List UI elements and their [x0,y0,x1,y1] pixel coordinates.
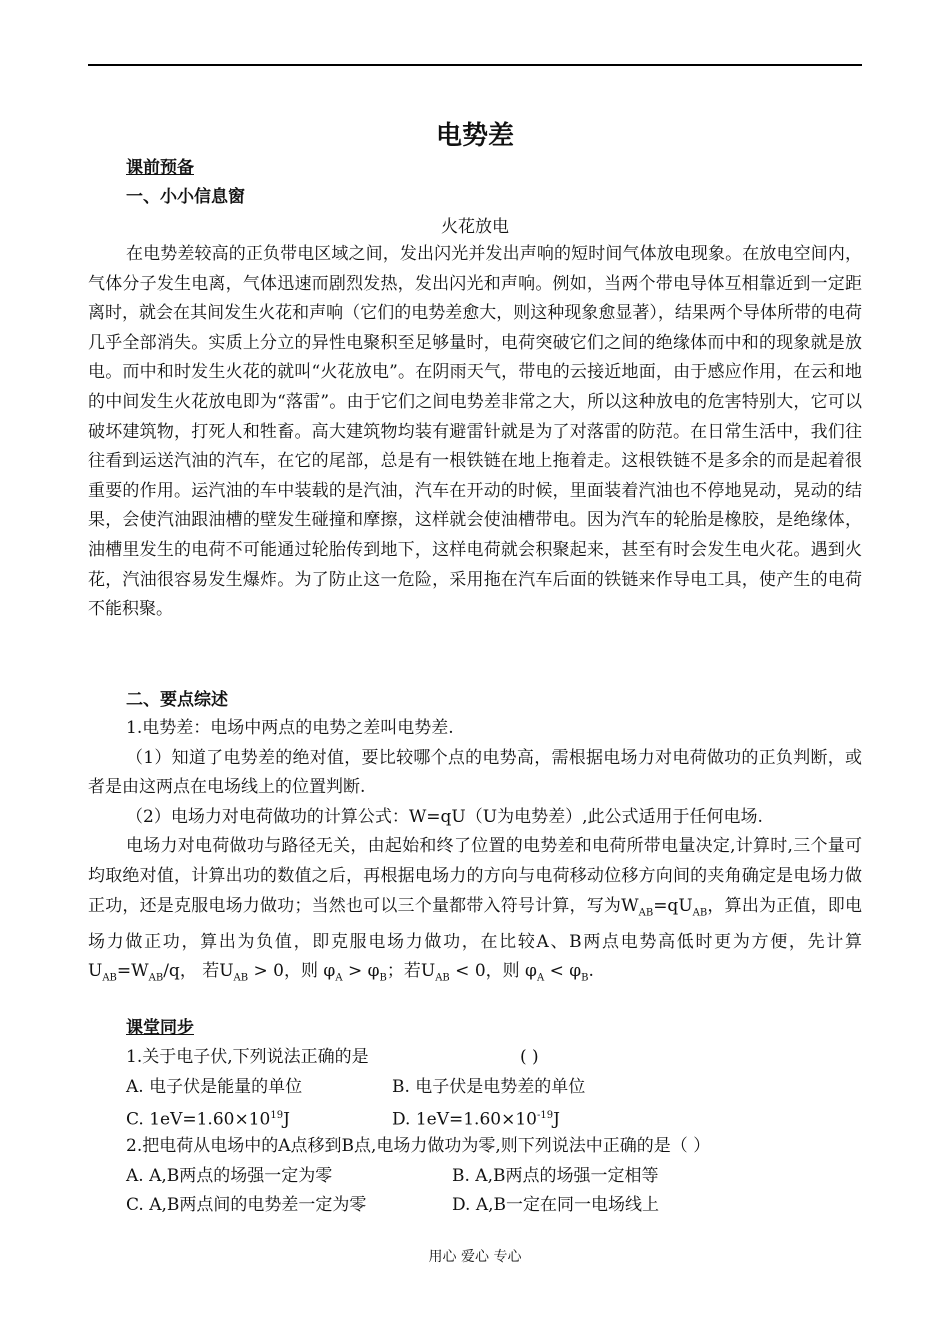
header-rule [88,64,862,66]
work-text-d: ，算出为正值，即电场力做正功，算出为负值，即克服电场力做功，在比较A、B两点电势高低时更为方便，先计算U [88,895,863,982]
q1-option-b: B. 电子伏是电势差的单位 [392,1077,586,1097]
point-1-sub-1: （1）知道了电势差的绝对值，要比较哪个点的电势高，需根据电场力对电荷做功的正负判断，或者是由这两点在电场线上的位置判断. [88,747,862,798]
question-2: 2.把电荷从电场中的A点移到B点,电场力做功为零,则下列说法中正确的是（ ） [126,1136,711,1156]
page-footer: 用心 爱心 专心 [428,1249,522,1265]
article-paragraph: 在电势差较高的正负带电区域之间，发出闪光并发出声响的短时间气体放电现象。在放电空间内，气体分子发生电离，气体迅速而剧烈发热，发出闪光和声响。例如，当两个带电导体互相靠近到一定距离时，就会在其间发生火花和声响（它们的电势差愈大，则这种现象愈显著），结果两个导体所带的电荷几乎全部消失。实质上分立的异性电聚积至足够量时，电荷突破它们之间的绝缘体而中和的现象就是放电。而中和时发生火花的就叫“火花放电”。在阴雨天气，带电的云接近地面，由于感应作用，在云和地的中间发生火花放电即为“落雷”。由于它们之间电势差非常之大，所以这种放电的危害特别大，它可以破坏建筑物，打死人和牲畜。高大建筑物均装有避雷针就是为了对落雷的防范。在日常生活中，我们往往看到运送汽油的汽车，在它的尾部，总是有一根铁链在地上拖着走。这根铁链不是多余的而是起着很重要的作用。运汽油的车中装载的是汽油，汽车在开动的时候，里面装着汽油也不停地晃动，晃动的结果，会使汽油跟油槽的壁发生碰撞和摩擦，这样就会使油槽带电。因为汽车的轮胎是橡胶，是绝缘体，油槽里发生的电荷不可能通过轮胎传到地下，这样电荷就会积聚起来，甚至有时会发生电火花。遇到火花，汽油很容易发生爆炸。为了防止这一危险，采用拖在汽车后面的铁链来作导电工具，使产生的电荷不能积聚。 [88,244,862,620]
q2-option-c: C. A,B两点间的电势差一定为零 [126,1195,367,1215]
subheading-info-window: 一、小小信息窗 [126,187,245,207]
question-1: 1.关于电子伏,下列说法正确的是 [126,1047,369,1067]
work-text-a: 电场力对电荷做功与路径无关，由起始和终了位置的电势差和电荷所带电量决定,计算时,三个量可均取绝对值，计算出功的数值之后，再根据电场力的方向与电荷移动位移方向间的夹角确定是电场力做正功，还是克服电场力做功；当然也可以三个量都带入符号计算，写为 [88,836,862,916]
work-formula-w: W [621,895,639,916]
article-body [88,240,862,625]
section-heading-class: 课堂同步 [126,1018,194,1038]
point-work-paragraph: 电场力对电荷做功与路径无关，由起始和终了位置的电势差和电荷所带电量决定,计算时,三个量可均取绝对值，计算出功的数值之后，再根据电场力的方向与电荷移动位移方向间的夹角确定是电场力做正功，还是克服电场力做功；当然也可以三个量都带入符号计算，写为$W_{AB}=qU_{AB}$，算出为正值，即电场力做正功，算出为负值，即克服电场力做功，在比较A、B两点电势高低时更为方便，先计算$U_{AB}=W_{AB}/q$， 若$U_{AB} > 0$，则 $\varphi_A > \varphi_B$；若$U_{AB} < 0$，则 $\varphi_A < \varphi_B$. [88,836,863,984]
q2-option-d: D. A,B一定在同一电场线上 [452,1195,660,1215]
q1-option-a: A. 电子伏是能量的单位 [126,1077,303,1097]
question-1-answer-paren: ( ) [520,1047,539,1067]
section-heading-pre: 课前预备 [126,158,194,178]
q1-option-d: D. $1eV=1.60\times 10^{-19}J$ [392,1109,560,1130]
article-title: 火花放电 [441,217,509,237]
page-title: 电势差 [435,121,514,151]
q2-option-b: B. A,B两点的场强一定相等 [452,1166,659,1186]
point-1: 1.电势差：电场中两点的电势之差叫电势差. [126,718,454,738]
points-body [88,714,862,993]
q2-option-a: A. A,B两点的场强一定为零 [126,1166,333,1186]
q1-option-c: C. $1eV=1.60\times 10^{19}J$ [126,1109,290,1130]
section-heading-points: 二、要点综述 [126,690,228,710]
point-1-sub-2: （2）电场力对电荷做功的计算公式：W=qU（U为电势差）,此公式适用于任何电场. [126,806,763,827]
